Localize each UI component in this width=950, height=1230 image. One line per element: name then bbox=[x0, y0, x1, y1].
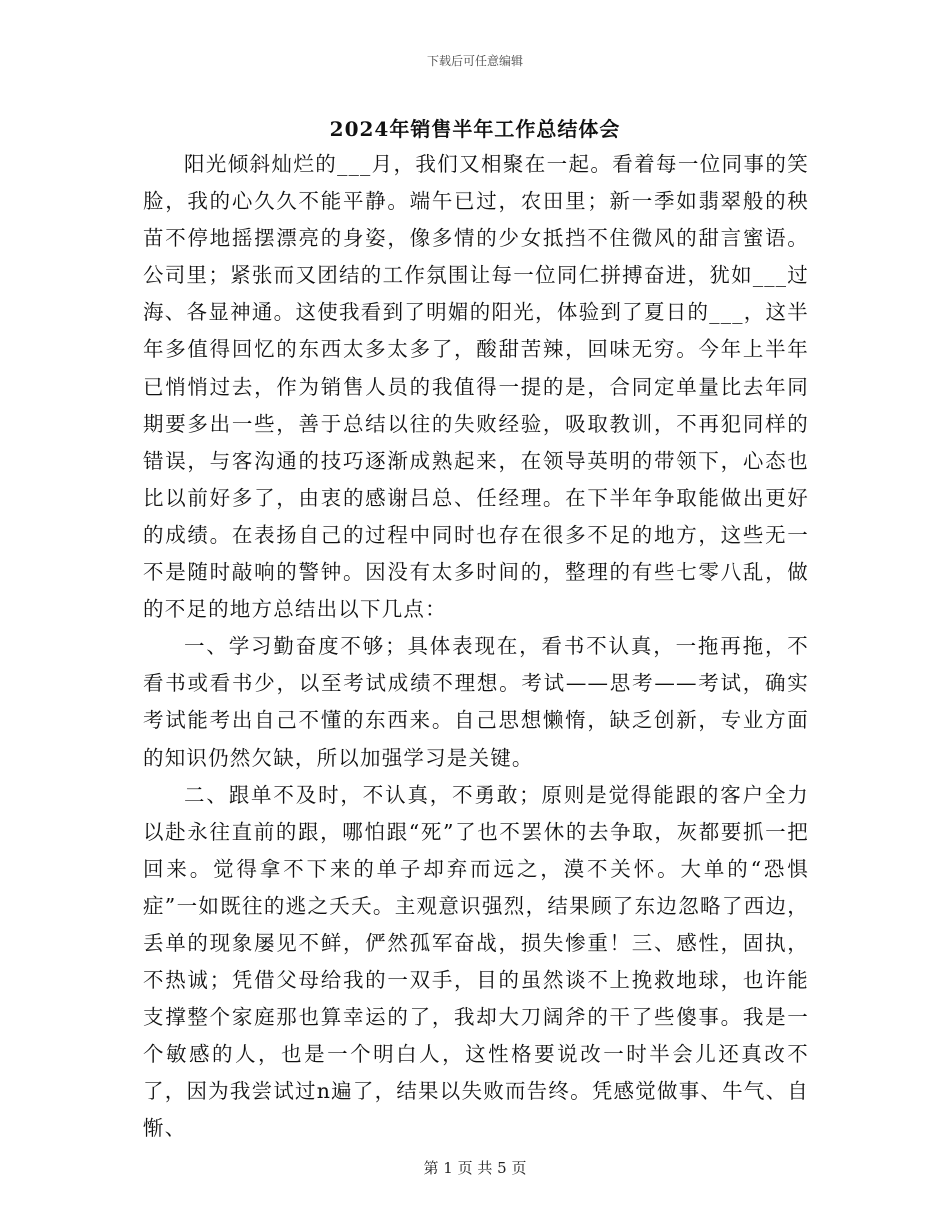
paragraph-intro: 阳光倾斜灿烂的___月，我们又相聚在一起。看着每一位同事的笑脸，我的心久久不能平静。端午已过，农田里；新一季如翡翠般的秧苗不停地摇摆漂亮的身姿，像多情的少女抵挡不住微风的甜言蜜语。公司里；紧张而又团结的工作氛围让每一位同仁拼搏奋进，犹如___过海、各显神通。这使我看到了明媚的阳光，体验到了夏日的___，这半年多值得回忆的东西太多太多了，酸甜苦辣，回味无穷。今年上半年已悄悄过去，作为销售人员的我值得一提的是，合同定单量比去年同期要多出一些，善于总结以往的失败经验，吸取教训，不再犯同样的错误，与客沟通的技巧逐渐成熟起来，在领导英明的带领下，心态也比以前好多了，由衷的感谢吕总、任经理。在下半年争取能做出更好的成绩。在表扬自己的过程中同时也存在很多不足的地方，这些无一不是随时敲响的警钟。因没有太多时间的，整理的有些七零八乱，做的不足的地方总结出以下几点： bbox=[143, 152, 809, 622]
paragraph-point-2: 二、跟单不及时，不认真，不勇敢；原则是觉得能跟的客户全力以赴永往直前的跟，哪怕跟“死”了也不罢休的去争取，灰都要抓一把回来。觉得拿不下来的单子却弃而远之，漠不关怀。大单的“恐惧症”一如既往的逃之夭夭。主观意识强烈，结果顾了东边忽略了西边，丢单的现象屡见不鲜，俨然孤军奋战，损失惨重！三、感性，固执，不热诚；凭借父母给我的一双手，目的虽然谈不上挽救地球，也许能支撑整个家庭那也算幸运的了，我却大刀阔斧的干了些傻事。我是一个敏感的人，也是一个明白人，这性格要说改一时半会儿还真改不了，因为我尝试过n遍了，结果以失败而告终。凭感觉做事、牛气、自惭、 bbox=[143, 782, 809, 1141]
document-title: 2024年销售半年工作总结体会 bbox=[329, 117, 621, 141]
document-body bbox=[143, 146, 809, 1148]
page-footer: 第 1 页 共 5 页 bbox=[423, 1159, 527, 1177]
paragraph-point-1: 一、学习勤奋度不够；具体表现在，看书不认真，一拖再拖，不看书或看书少，以至考试成绩不理想。考试——思考——考试，确实考试能考出自己不懂的东西来。自己思想懒惰，缺乏创新，专业方面的知识仍然欠缺，所以加强学习是关键。 bbox=[143, 634, 809, 770]
page-header: 下载后可任意编辑 bbox=[426, 54, 523, 68]
